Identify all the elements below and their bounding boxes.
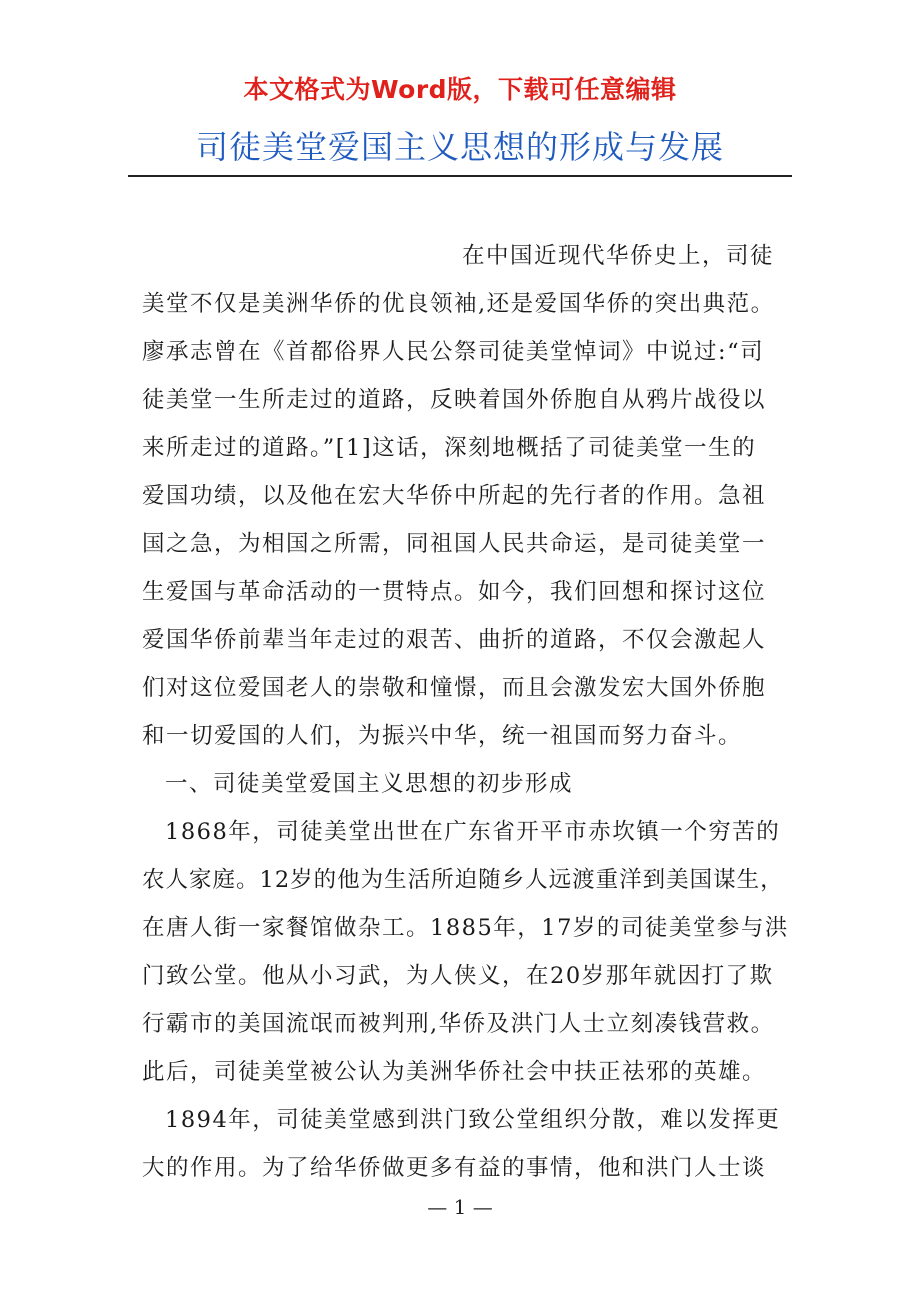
body-line: 1894年，司徒美堂感到洪门致公堂组织分散，难以发挥更 — [165, 1107, 781, 1133]
body-line: 和一切爱国的人们，为振兴中华，统一祖国而努力奋斗。 — [142, 723, 743, 749]
body-line: 1868年，司徒美堂出世在广东省开平市赤坎镇一个穷苦的 — [165, 819, 781, 845]
body-line: 生爱国与革命活动的一贯特点。如今，我们回想和探讨这位 — [142, 579, 767, 605]
format-notice: 本文格式为Word版，下载可任意编辑 — [243, 75, 677, 104]
body-line: 来所走过的道路。”[1]这话，深刻地概括了司徒美堂一生的 — [142, 435, 757, 461]
body-line: 农人家庭。12岁的他为生活所迫随乡人远渡重洋到美国谋生， — [142, 867, 784, 893]
page-title: 司徒美堂爱国主义思想的形成与发展 — [195, 128, 724, 166]
body-line: 爱国功绩，以及他在宏大华侨中所起的先行者的作用。急祖 — [142, 483, 767, 509]
body-line: 廖承志曾在《首都俗界人民公祭司徒美堂悼词》中说过:“司 — [142, 339, 765, 365]
body-line: 国之急，为相国之所需，同祖国人民共命运，是司徒美堂一 — [142, 531, 767, 557]
body-line: 美堂不仅是美洲华侨的优良领袖,还是爱国华侨的突出典范。 — [142, 291, 775, 317]
body-line: 在中国近现代华侨史上，司徒 — [462, 243, 775, 269]
body-line: 此后，司徒美堂被公认为美洲华侨社会中扶正祛邪的英雄。 — [142, 1059, 767, 1085]
body-line: 们对这位爱国老人的崇敬和憧憬，而且会激发宏大国外侨胞 — [142, 675, 767, 701]
title-divider — [128, 175, 792, 177]
page-number: — 1 — — [427, 1195, 493, 1219]
body-line: 在唐人街一家餐馆做杂工。1885年，17岁的司徒美堂参与洪 — [142, 915, 789, 941]
body-line: 徒美堂一生所走过的道路，反映着国外侨胞自从鸦片战役以 — [142, 387, 767, 413]
body-line: 大的作用。为了给华侨做更多有益的事情，他和洪门人士谈 — [142, 1155, 767, 1181]
section-heading: 一、司徒美堂爱国主义思想的初步形成 — [165, 771, 574, 797]
body-line: 门致公堂。他从小习武，为人侠义，在20岁那年就因打了欺 — [142, 963, 774, 989]
body-line: 行霸市的美国流氓而被判刑,华侨及洪门人士立刻凑钱营救。 — [142, 1011, 775, 1037]
body-line: 爱国华侨前辈当年走过的艰苦、曲折的道路，不仅会激起人 — [142, 627, 767, 653]
